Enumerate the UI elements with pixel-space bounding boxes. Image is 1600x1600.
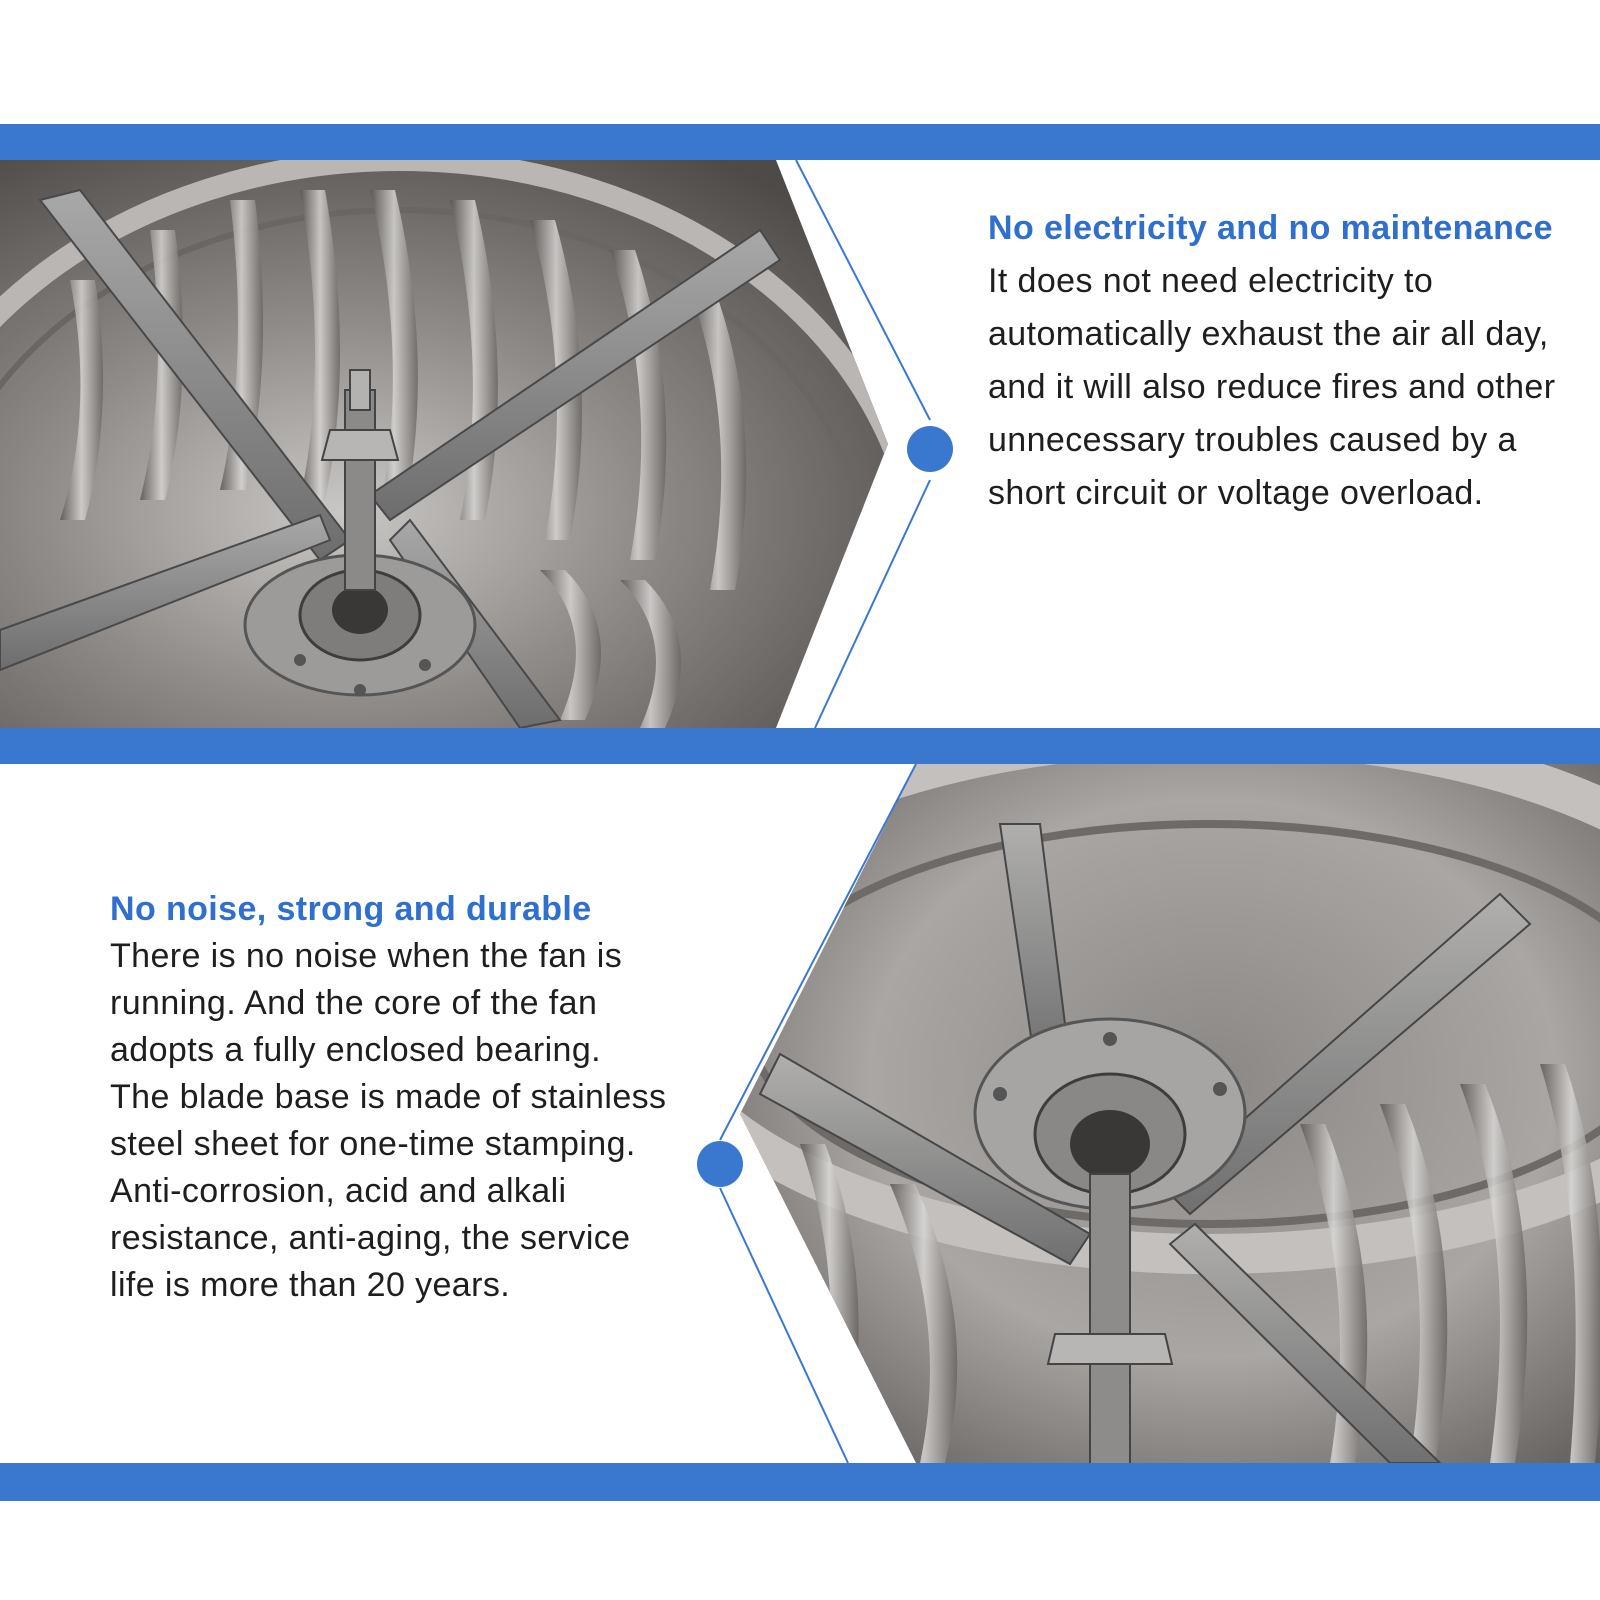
feature-heading-electricity: No electricity and no maintenance [988, 209, 1553, 247]
feature-heading-noise: No noise, strong and durable [110, 890, 592, 928]
bottom-blue-band [0, 1463, 1600, 1501]
middle-blue-band [0, 728, 1600, 764]
connector-dot-top [907, 426, 953, 472]
feature-text-electricity [988, 202, 1568, 520]
connector-dot-bottom [697, 1141, 743, 1187]
turbine-fan-bearing-photo [740, 764, 1600, 1463]
top-blue-band [0, 124, 1600, 160]
feature-text-noise [110, 886, 670, 1309]
turbine-fan-bearing-illustration [740, 764, 1600, 1463]
turbine-fan-top-photo [0, 160, 900, 728]
turbine-fan-top-illustration [0, 160, 900, 728]
feature-body-electricity: It does not need electricity to automatically exhaust the air all day, and it will also reduce fires and other unnecessary troubles caused by a short circuit or voltage overload. [988, 262, 1556, 512]
feature-body-noise: There is no noise when the fan is running. And the core of the fan adopts a fully enclosed bearing. The blade base is made of stainless steel sheet for one-time stamping. Anti-corrosion, acid and alkali resistance, anti-aging, the service life is more than 20 years. [110, 937, 667, 1304]
